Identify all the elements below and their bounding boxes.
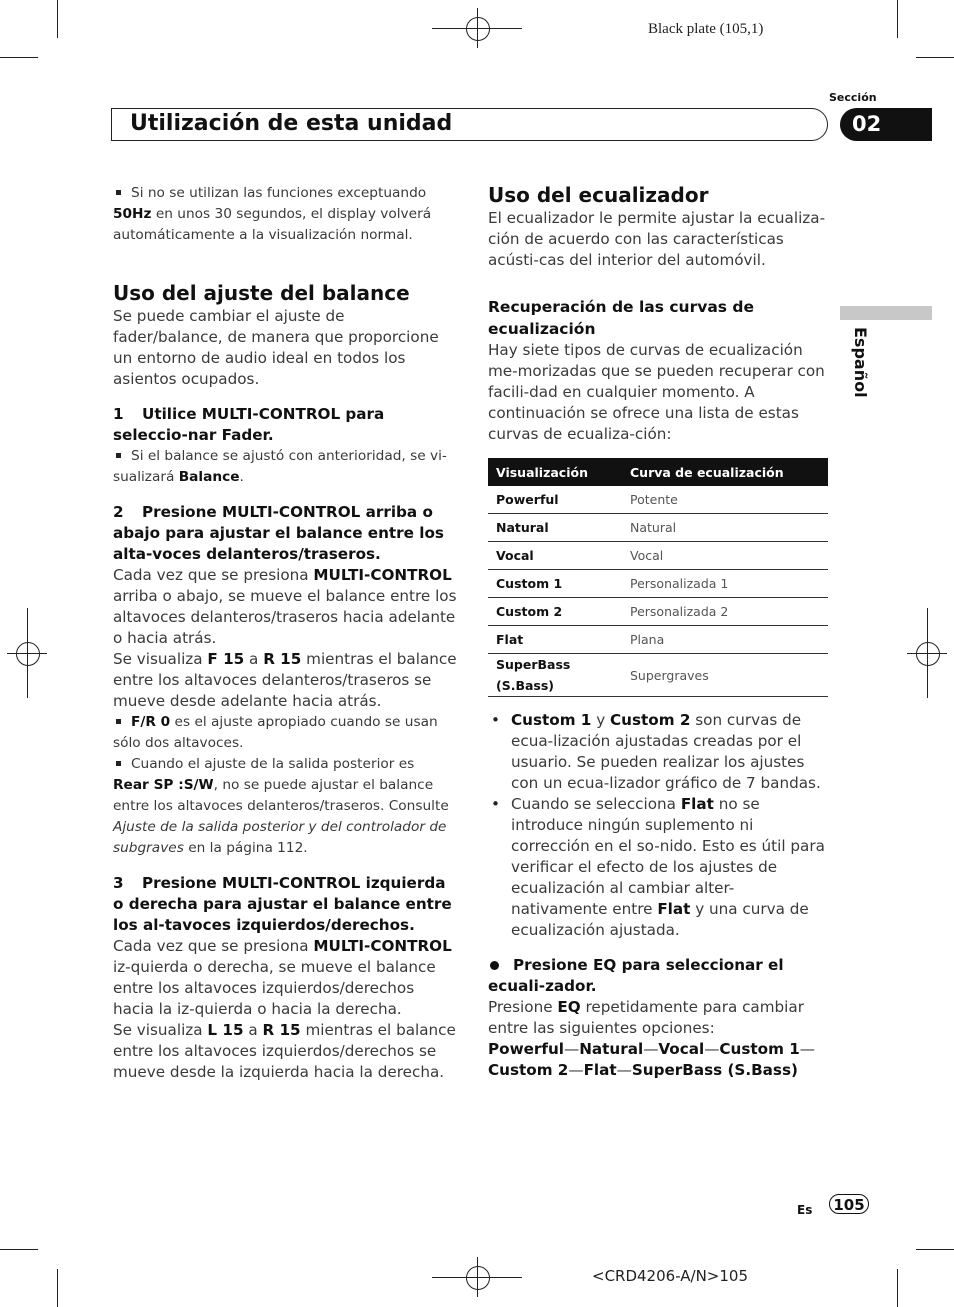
table-row xyxy=(488,486,828,514)
equalizer-heading: Uso del ecualizador xyxy=(488,183,709,207)
balance-paragraph: Se puede cambiar el ajuste de fader/balance, de manera que proporcione un entorno de audio ideal en todos los asientos ocupados. xyxy=(113,307,439,388)
table-cell: Custom 2 xyxy=(488,598,622,626)
registration-circle xyxy=(916,642,940,666)
registration-circle xyxy=(466,17,490,41)
table-cell: Custom 1 xyxy=(488,570,622,598)
eq-step-paragraph: Presione EQ repetidamente para cambiar entre las siguientes opciones: xyxy=(488,998,804,1037)
crop-mark xyxy=(57,0,58,38)
crop-mark xyxy=(897,1269,898,1307)
step-3-paragraph-1: Cada vez que se presiona MULTI-CONTROL iz-quierda o derecha, se mueve el balance entre los altavoces izquierdos/derechos hacia la iz-quierda o hacia la derecha. xyxy=(113,937,452,1018)
table-cell: Natural xyxy=(622,514,828,542)
table-cell: Plana xyxy=(622,626,828,654)
table-row xyxy=(488,542,828,570)
step-2: 2 Presione MULTI-CONTROL arriba o abajo para ajustar el balance entre los alta-voces delanteros/traseros. xyxy=(113,503,444,563)
table-cell: Supergraves xyxy=(622,654,828,697)
page-number: 105 xyxy=(829,1194,869,1214)
language-label: Español xyxy=(851,327,870,398)
step-3-paragraph-2: Se visualiza L 15 a R 15 mientras el balance entre los altavoces izquierdos/derechos se mueve desde la izquierda hacia la derecha. xyxy=(113,1021,456,1081)
bullet-custom: • Custom 1 y Custom 2 son curvas de ecua-lización ajustadas creadas por el usuario. Se pueden realizar los ajustes con un ecua-lizador gráfico de 7 bandas. xyxy=(488,710,830,794)
section-label: Sección xyxy=(829,91,877,104)
crop-mark xyxy=(897,0,898,38)
intro-note: Si no se utilizan las funciones exceptuando 50Hz en unos 30 segundos, el display volverá automáticamente a la visualización normal. xyxy=(113,185,432,243)
crop-mark xyxy=(916,1249,954,1250)
table-header-row xyxy=(488,458,828,486)
header-bar xyxy=(111,108,828,141)
table-cell: Personalizada 1 xyxy=(622,570,828,598)
section-number: 02 xyxy=(840,108,932,141)
table-header-cell: Visualización xyxy=(488,458,622,486)
table-row xyxy=(488,598,828,626)
recall-paragraph: Hay siete tipos de curvas de ecualización me-morizadas que se pueden recuperar con facili-dad en cualquier momento. A continuación se ofrece una lista de estas curvas de ecualiza-ción: xyxy=(488,341,825,443)
step-2-paragraph-1: Cada vez que se presiona MULTI-CONTROL arriba o abajo, se mueve el balance entre los altavoces delanteros/traseros hacia adelante o hacia atrás. xyxy=(113,566,457,647)
registration-circle xyxy=(16,642,40,666)
table-cell: Powerful xyxy=(488,486,622,514)
registration-circle xyxy=(466,1266,490,1290)
crop-mark xyxy=(0,1249,38,1250)
square-bullet-icon xyxy=(116,190,121,195)
table-cell: Natural xyxy=(488,514,622,542)
right-column xyxy=(488,182,830,1081)
square-bullet-icon xyxy=(116,719,121,724)
crop-mark xyxy=(57,1269,58,1307)
step-1-note: Si el balance se ajustó con anterioridad, se vi-sualizará Balance. xyxy=(113,448,447,485)
table-cell: Vocal xyxy=(488,542,622,570)
balance-heading: Uso del ajuste del balance xyxy=(113,281,410,305)
square-bullet-icon xyxy=(116,453,121,458)
language-tab xyxy=(840,306,932,320)
step-dot-icon xyxy=(490,961,499,970)
crop-mark xyxy=(916,57,954,58)
page-language: Es xyxy=(797,1203,813,1217)
table-cell: Potente xyxy=(622,486,828,514)
eq-step: Presione EQ para seleccionar el ecuali-zador. xyxy=(488,956,784,995)
plate-label: Black plate (105,1) xyxy=(648,21,764,37)
table-cell: Vocal xyxy=(622,542,828,570)
footer-code: <CRD4206-A/N>105 xyxy=(592,1267,749,1285)
bullet-flat: • Cuando se selecciona Flat no se introduce ningún suplemento ni corrección en el so-nido. Esto es útil para verificar el efecto de los ajustes de ecualización al cambiar alter-nativamente entre Flat y una curva de ecualización ajustada. xyxy=(488,794,830,941)
step-2-paragraph-2: Se visualiza F 15 a R 15 mientras el balance entre los altavoces delanteros/traseros se mueve desde adelante hacia atrás. xyxy=(113,650,457,710)
table-row xyxy=(488,570,828,598)
table-row xyxy=(488,626,828,654)
left-column xyxy=(113,183,458,1083)
eq-sequence: Powerful—Natural—Vocal—Custom 1— Custom 2—Flat—SuperBass (S.Bass) xyxy=(488,1040,815,1079)
table-cell: Personalizada 2 xyxy=(622,598,828,626)
crop-mark xyxy=(0,57,38,58)
eq-curve-table xyxy=(488,458,828,697)
equalizer-paragraph: El ecualizador le permite ajustar la ecualiza-ción de acuerdo con las características acústi-cas del interior del automóvil. xyxy=(488,209,826,269)
recall-heading: Recuperación de las curvas de ecualización xyxy=(488,298,755,338)
table-cell: Flat xyxy=(488,626,622,654)
square-bullet-icon xyxy=(116,761,121,766)
table-row xyxy=(488,514,828,542)
page-title: Utilización de esta unidad xyxy=(130,111,453,136)
step-2-note-1: F/R 0 es el ajuste apropiado cuando se usan sólo dos altavoces. xyxy=(113,714,438,751)
table-row xyxy=(488,654,828,697)
table-cell: SuperBass (S.Bass) xyxy=(488,654,622,697)
step-2-note-2: Cuando el ajuste de la salida posterior es Rear SP :S/W, no se puede ajustar el balance entre los altavoces delanteros/traseros. Consulte Ajuste de la salida posterior y del controlador de subgraves en la página 112. xyxy=(113,756,449,856)
table-header-cell: Curva de ecualización xyxy=(622,458,828,486)
step-3: 3 Presione MULTI-CONTROL izquierda o derecha para ajustar el balance entre los al-tavoces izquierdos/derechos. xyxy=(113,874,452,934)
step-1: 1 Utilice MULTI-CONTROL para seleccio-nar Fader. xyxy=(113,405,385,444)
